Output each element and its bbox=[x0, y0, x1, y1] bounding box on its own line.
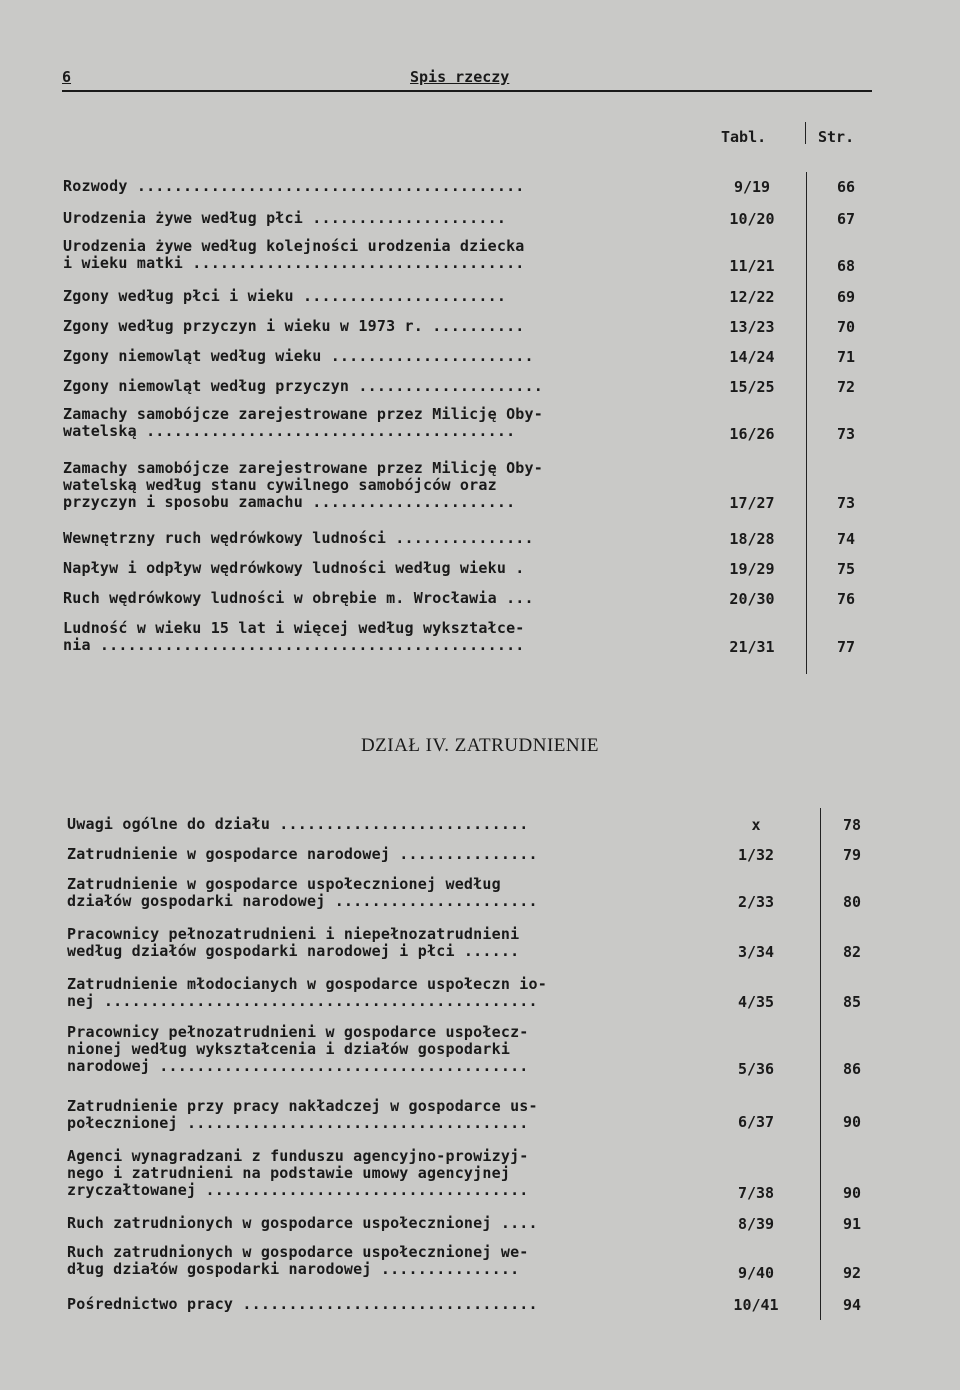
toc-entry-table-number: 2/33 bbox=[737, 893, 775, 911]
toc-entry-table-number: 3/34 bbox=[737, 943, 775, 961]
toc-entry-table-number: 1/32 bbox=[737, 846, 775, 864]
toc-entry-title: Zamachy samobójcze zarejestrowane przez Milicję Oby- watelską według stanu cywilnego samobójców oraz przyczyn i sposobu zamachu ...................... bbox=[63, 459, 543, 511]
toc-entry-title: Urodzenia żywe według kolejności urodzenia dziecka i wieku matki .................................... bbox=[63, 237, 525, 272]
toc-entry-table-number: 18/28 bbox=[729, 530, 775, 548]
toc-entry-title: Zatrudnienie młodocianych w gospodarce uspołeczn io- nej ............................................... bbox=[67, 975, 547, 1010]
toc-entry-table-number: 21/31 bbox=[729, 638, 775, 656]
toc-entry-title: Agenci wynagradzani z funduszu agencyjno-prowizyj- nego i zatrudnieni na podstawie umowy agencyjnej zryczałtowanej ................................... bbox=[67, 1147, 529, 1199]
toc-entry-title: Zatrudnienie przy pracy nakładczej w gospodarce us- połecznionej ..................................... bbox=[67, 1097, 538, 1132]
toc-entry-page-number: 72 bbox=[836, 378, 856, 396]
toc-entry-table-number: 8/39 bbox=[737, 1215, 775, 1233]
toc-entry-page-number: 90 bbox=[842, 1184, 862, 1202]
toc-entry-page-number: 77 bbox=[836, 638, 856, 656]
toc-entry-page-number: 71 bbox=[836, 348, 856, 366]
toc-entry-title: Pracownicy pełnozatrudnieni w gospodarce uspołecz- nionej według wykształcenia i działów gospodarki narodowej ........................................ bbox=[67, 1023, 529, 1075]
toc-entry-title: Zatrudnienie w gospodarce narodowej ............... bbox=[67, 845, 538, 863]
toc-entry-title: Ruch zatrudnionych w gospodarce uspołecznionej .... bbox=[67, 1214, 538, 1232]
toc-entry-table-number: 16/26 bbox=[729, 425, 775, 443]
toc-entry-table-number: 12/22 bbox=[729, 288, 775, 306]
toc-entry-page-number: 86 bbox=[842, 1060, 862, 1078]
toc-entry-table-number: 15/25 bbox=[729, 378, 775, 396]
toc-entry-title: Ruch wędrówkowy ludności w obrębie m. Wrocławia ... bbox=[63, 589, 534, 607]
running-title: Spis rzeczy bbox=[410, 68, 510, 86]
toc-entry-title: Pracownicy pełnozatrudnieni i niepełnozatrudnieni według działów gospodarki narodowej i płci ...... bbox=[67, 925, 520, 960]
toc-entry-title: Zgony według przyczyn i wieku w 1973 r. .......... bbox=[63, 317, 525, 335]
toc-entry-title: Napływ i odpływ wędrówkowy ludności według wieku . bbox=[63, 559, 525, 577]
toc-entry-page-number: 90 bbox=[842, 1113, 862, 1131]
toc-entry-table-number: 10/20 bbox=[729, 210, 775, 228]
column-header-str: Str. bbox=[818, 128, 855, 146]
toc-entry-page-number: 66 bbox=[836, 178, 856, 196]
toc-entry-title: Urodzenia żywe według płci ..................... bbox=[63, 209, 507, 227]
toc-entry-page-number: 68 bbox=[836, 257, 856, 275]
toc-entry-page-number: 73 bbox=[836, 494, 856, 512]
toc-entry-table-number: 10/41 bbox=[733, 1296, 779, 1314]
toc-entry-title: Uwagi ogólne do działu ........................... bbox=[67, 815, 529, 833]
toc-entry-table-number: 5/36 bbox=[737, 1060, 775, 1078]
toc-entry-table-number: 11/21 bbox=[729, 257, 775, 275]
toc-entry-page-number: 94 bbox=[842, 1296, 862, 1314]
toc-entry-title: Zgony według płci i wieku ...................... bbox=[63, 287, 507, 305]
toc-entry-page-number: 82 bbox=[842, 943, 862, 961]
toc-entry-title: Zgony niemowląt według wieku ...................... bbox=[63, 347, 534, 365]
toc-entry-page-number: 73 bbox=[836, 425, 856, 443]
toc-entry-table-number: 20/30 bbox=[729, 590, 775, 608]
toc-entry-table-number: 9/40 bbox=[737, 1264, 775, 1282]
toc-entry-table-number: 4/35 bbox=[737, 993, 775, 1011]
toc-entry-title: Ludność w wieku 15 lat i więcej według wykształce- nia .............................................. bbox=[63, 619, 525, 654]
toc-entry-page-number: 85 bbox=[842, 993, 862, 1011]
toc-entry-page-number: 78 bbox=[842, 816, 862, 834]
toc-entry-page-number: 75 bbox=[836, 560, 856, 578]
toc-entry-table-number: 7/38 bbox=[737, 1184, 775, 1202]
toc-entry-page-number: 91 bbox=[842, 1215, 862, 1233]
toc-entry-table-number: 19/29 bbox=[729, 560, 775, 578]
toc-entry-title: Ruch zatrudnionych w gospodarce uspołecznionej we- dług działów gospodarki narodowej ............... bbox=[67, 1243, 529, 1278]
toc-entry-page-number: 92 bbox=[842, 1264, 862, 1282]
toc-entry-page-number: 67 bbox=[836, 210, 856, 228]
toc-entry-table-number: 9/19 bbox=[733, 178, 771, 196]
column-header-tabl: Tabl. bbox=[721, 128, 767, 146]
toc-entry-table-number: 17/27 bbox=[729, 494, 775, 512]
toc-entry-table-number: 13/23 bbox=[729, 318, 775, 336]
toc-entry-title: Rozwody .......................................... bbox=[63, 177, 525, 195]
toc-entry-page-number: 70 bbox=[836, 318, 856, 336]
toc-entry-title: Zatrudnienie w gospodarce uspołecznionej według działów gospodarki narodowej ...................... bbox=[67, 875, 538, 910]
toc-entry-table-number: 6/37 bbox=[737, 1113, 775, 1131]
toc-entry-table-number: 14/24 bbox=[729, 348, 775, 366]
toc-entry-page-number: 74 bbox=[836, 530, 856, 548]
toc-entry-title: Wewnętrzny ruch wędrówkowy ludności ............... bbox=[63, 529, 534, 547]
section-title: DZIAŁ IV. ZATRUDNIENIE bbox=[360, 735, 600, 756]
toc-entry-title: Zgony niemowląt według przyczyn .................... bbox=[63, 377, 543, 395]
toc-entry-page-number: 76 bbox=[836, 590, 856, 608]
toc-entry-table-number: x bbox=[751, 816, 761, 834]
toc-entry-title: Pośrednictwo pracy ................................ bbox=[67, 1295, 538, 1313]
toc-entry-page-number: 79 bbox=[842, 846, 862, 864]
toc-entry-page-number: 80 bbox=[842, 893, 862, 911]
toc-entry-page-number: 69 bbox=[836, 288, 856, 306]
page-number: 6 bbox=[62, 68, 72, 86]
toc-entry-title: Zamachy samobójcze zarejestrowane przez Milicję Oby- watelską ........................................ bbox=[63, 405, 543, 440]
